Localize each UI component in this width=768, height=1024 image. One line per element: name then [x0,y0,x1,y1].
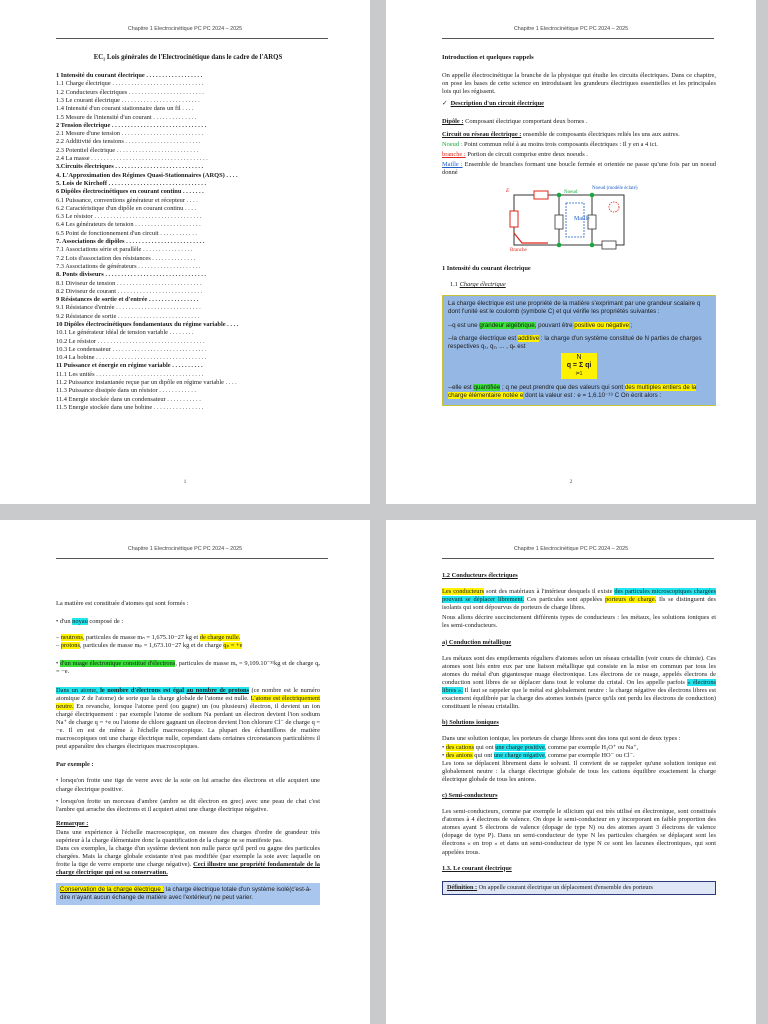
subsection-heading: ✓ Description d'un circuit électrique [442,100,544,108]
toc-leader-dots: . . . . . . . . . . . . . . . . . . . . . . . . . . . . . . . . [103,271,207,279]
page-header: Chapitre 1 Electrocinétique PC PC 2024 – 2025 [127,26,243,32]
def-circuit: Circuit ou réseau électrique : ensemble de composants électriques reliés les uns aux autres. [442,130,680,138]
toc-entry [56,313,320,321]
toc-entry [56,304,320,312]
toc-leader-dots: . . . . . . . . . . . . . . . . . . . . . . . . . . . [115,287,203,295]
toc-leader-dots: . . . . . . . . . . . . . . . . . . . . . . . . . . . . . [110,80,204,88]
toc-entry-text: 2.2 Additivité des tensions [56,138,124,146]
toc-leader-dots: . . . . . . . . . . . . . . . . . . . . . . . . . . . . . . [110,345,207,353]
toc-entry-text: 2.4 La masse [56,155,90,163]
toc-leader-dots: . . . . . . . . . . . . . . . . . . . . . . . . . . . . . . . . . . . [94,354,207,362]
toc-entry [56,321,320,329]
toc-leader-dots: . . . . . . . . . . . . . . . . [147,296,199,304]
toc-entry [56,238,320,246]
sum-formula: N q = Σ qi i=1 [448,353,710,379]
toc-entry-text: 11.5 Energie stockée dans une bobine [56,403,153,411]
toc-entry-text: 8.2 Diviseur de courant [56,287,116,295]
chapter-title: EC₁ Lois générales de l'Electrocinétique dans le cadre de l'ARQS [93,54,283,61]
paragraph: Nous allons décrire succinctement différents types de conducteurs : les métaux, les solutions ioniques et les semi-conducteurs. [442,614,716,630]
toc-leader-dots: . . . . . . . . . . . . . . . . . . . . . . . . [123,138,201,146]
toc-leader-dots: . . . . [224,171,238,179]
toc-leader-dots: . . . . . . . . . . . . . . . . . . . . . . . . . [124,238,205,246]
header-rule [56,558,328,559]
toc-entry [56,205,320,213]
toc-leader-dots: . . . . . . . . . . . . . . . . [141,246,193,254]
page-4 [386,520,756,1024]
toc-entry [56,155,320,163]
paragraph: Les métaux sont des empilements réguliers d'atomes selon un réseau cristallin (voir cours de chimie). Ces atomes sont liés entre eux par une liaison métallique qui consiste en la mise en commun par tous les atomes du métal d'un gigantesque nuage électronique. Les électrons de ce nuage, appelés électrons de conduction sont libres de se déplacer dans tout le volume du cristal. On les appelle parfois « électrons libres ». Il faut se rappeler que le métal est globalement neutre : la charge négative des électrons libres est exactement équilibrée par la charge des atomes ionisés (parce qu'ils ont perdu les électrons de conduction) constituant le réseau cristallin. [442,654,717,711]
toc-entry [56,338,320,346]
box-paragraph: La charge électrique est une propriété de la matière s'exprimant par une grandeur scalaire q dont l'unité est le coulomb (symbole C) et qui vérifie les propriétés suivantes : [448,300,701,316]
toc-entry [56,72,320,80]
toc-entry-text: 2.3 Potentiel électrique [56,146,116,154]
toc-entry-text: 10.4 La bobine [56,354,95,362]
toc-entry [56,396,320,404]
toc-leader-dots: . . . . . . . . . . . . . . . . . . . . . . . . . . . . . . . [107,179,207,187]
toc-entry-text: 1.4 Intensité d'un courant stationnaire dans un fil [56,105,181,113]
toc-entry [56,280,320,288]
paragraph: Les conducteurs sont des matériaux à l'intérieur desquels il existe des particules microscopiques chargées pouvant se déplacer librement. Ces particules sont appelées porteurs de charge. Ils se distinguent des isolants qui sont dépourvus de porteurs de charge libres. [442,588,717,612]
page-header: Chapitre 1 Electrocinétique PC PC 2024 – 2025 [513,26,629,32]
toc-entry-text: 1.1 Charge électrique [56,80,111,88]
toc-entry-text: 7.1 Associations série et parallèle [56,246,142,254]
toc-entry-text: 6.5 Point de fonctionnement d'un circuit [56,229,159,237]
page-1 [0,0,370,504]
toc-entry [56,172,320,180]
paragraph: Dans une expérience à l'échelle macroscopique, on mesure des charges d'ordre de grandeur très supérieur à la charge élémentaire donc la quantification de la charge ne se manifeste pas. [56,828,320,844]
example-heading: Par exemple : [56,761,94,769]
toc-leader-dots: . . . . . . . . . . . . . . . . . . . . [136,262,201,270]
toc-entry-text: 9.2 Résistance de sortie [56,312,117,320]
toc-entry-text: 6.1 Puissance, conventions générateur et récepteur [56,196,186,204]
toc-leader-dots: . . . . [183,204,197,212]
toc-entry [56,329,320,337]
box-paragraph: --elle est quantifiée ; q ne peut prendre que des valeurs qui sont des multiples entiers de la charge élémentaire notée e dont la valeur est : e = 1,6.10⁻¹⁹ C On écrit alors : [448,384,697,400]
toc-entry-text: 4. L'Approximation des Régimes Quasi-Stationnaires (ARQS) [56,171,225,179]
section-heading-1: 1 Intensité du courant électrique [442,265,531,273]
toc-leader-dots: . . . . . . . . . . . . . . . . . . [144,72,203,80]
toc-entry-text: 9 Résistances de sortie et d'entrée [56,296,148,304]
page-number: 1 [183,480,187,485]
paragraph: Dans un atome, le nombre d'électrons est égal au nombre de protons (ce nombre est le numéro atomique Z de l'atome) de sorte que la charge globale de l'atome est nulle. L'atome est électriquement neutre. En revanche, lorsque l'atome perd (ou gagne) un (ou plusieurs) électron, il devient un ion chargé électriquement : par exemple l'atome de sodium Na perdant un électron devient l'ion sodium Na⁺ de charge q = +e ou l'atome de chlore gagnant un électron devient l'ion chlorure Cl⁻ de charge q = −e. Il en est de même à l'échelle macroscopique. La plupart des échantillons de matière macroscopiques ont une charge électrique nulle, cependant dans certaines circonstances particulières il peut apparaître des charges électriques macroscopiques. [56,686,321,751]
toc-leader-dots: . . . . . . . . . . . . . . . . . . . . . . . . . . . . . . . . . . [92,213,202,221]
toc-entry [56,221,320,229]
header-rule [56,38,328,39]
toc-entry-text: 1 Intensité du courant électrique [56,72,145,80]
label-maille: Maille [574,216,590,223]
toc-entry [56,130,320,138]
toc-entry-text: 11.3 Puissance dissipée dans un résistor [56,387,158,395]
toc-leader-dots: . . . . . . . . . . . . [158,229,198,237]
toc-entry [56,246,320,254]
paragraph: Dans ces exemples, la charge d'un système devient non nulle parce qu'il perd ou gagne des particules chargées. Mais la charge globale existante n'est pas modifiée (par exemple la soie avec laquelle on frotte la tige de verre emporte une charge négative). Ceci illustre une propriété fondamentale de la charge électrique qui est sa conservation. [56,845,320,877]
toc-leader-dots: . . . . . . . . . . . . . . . . [152,403,204,411]
remark-heading: Remarque : [56,819,89,827]
toc-entry-text: 10.1 Le générateur idéal de tension variable [56,329,168,337]
toc-entry-text: 2.1 Mesure d'une tension [56,130,120,138]
toc-leader-dots: . . . . . . . . . . . . . . . . . . . . . . . . [127,88,204,96]
def-maille: Maille : Ensemble de branches formant une boucle fermée et orientée ne passe qu'une fois par un noeud donné [442,160,716,176]
paragraph: – protons, particules de masse mₚ = 1,673.10−27 kg et de charge qₚ = +e [56,642,243,650]
label-noeud: Noeud [564,190,578,196]
toc-entry-text: 8. Ponts diviseurs [56,271,104,279]
toc-entry-text: 7.2 Lois d'association des résistances [56,254,151,262]
toc-entry [56,138,320,146]
toc-entry [56,147,320,155]
def-branche: branche : Portion de circuit comprise entre deux noeuds . [442,150,588,158]
toc-entry-text: 10.3 Le condensateur [56,345,111,353]
toc-entry [56,404,320,412]
toc-entry [56,371,320,379]
toc-leader-dots: . . . . . . . . . . . . . . . . . . . . . . . . . . . . . . . . . . [94,370,204,378]
toc-entry-text: 7. Associations de dipôles [56,238,125,246]
toc-entry-text: 1.5 Mesure de l'intensité d'un courant [56,113,152,121]
header-rule [442,38,714,39]
toc-entry [56,197,320,205]
toc-leader-dots: . . . . . . . . . . . . . . [150,254,196,262]
paragraph: • d'un nuage électronique constitué d'électrons, particules de masse mₑ = 9,109.10⁻³¹kg et de charge qₑ = −e. [56,660,320,676]
toc-leader-dots: . . . . . . . . . . . [165,395,201,403]
toc-entry [56,97,320,105]
toc-leader-dots: . . . . . . . [181,188,204,196]
toc-entry [56,105,320,113]
toc-entry [56,387,320,395]
intro-paragraph: On appelle électrocinétique la branche de la physique qui étudie les circuits électriques. Dans ce chapitre, on pose les bases de cette science en introduisant les grandeurs électriques essentielles et les principales lois qui les régissent. [442,72,716,96]
toc-entry-text: 10.2 Le résistor [56,337,96,345]
box-paragraph: --q est une grandeur algébrique, pouvant être positive ou négative ; [448,321,633,329]
toc-leader-dots: . . . . . . . . . . . . [157,387,196,395]
toc-leader-dots: . . . . . . . . . . . . . . . . . . . . . . . . . [119,96,200,104]
circuit-diagram [442,185,716,255]
page-2 [386,0,756,504]
page-number: 2 [569,480,573,485]
paragraph: Les semi-conducteurs, comme par exemple le silicium qui est très utilisé en électronique, sont constitués d'atomes à 4 électrons de valence. On dope le semi-conducteur en y incorporant en faible proportion des atomes ayant 5 électrons de valence (dopage de type N) ou des atomes ayant 3 électrons de valence (dopage de type P). Dans un semi-conducteur de type N les particules chargées se déplaçant sont les électrons « en trop » et dans un semi-conducteur de type N ce sont les lacunes électroniques, qui sont appelées trous. [442,808,716,856]
toc-entry [56,263,320,271]
charge-properties-box [442,295,716,405]
toc-entry [56,122,320,130]
toc-entry [56,354,320,362]
toc-entry [56,114,320,122]
label-noeud-eclate: Noeud (modèle éclaté) [592,186,638,192]
label-branche: Branche [510,248,527,254]
label-e: E [506,188,510,195]
header-rule [442,558,714,559]
paragraph: • lorsqu'on frotte un morceau d'ambre (ambre se dit électron en grec) avec une peau de chat c'est l'ambre qui arrache des électrons et il acquiert ainsi une charge électrique négative. [56,797,320,813]
toc-entry [56,80,320,88]
toc-entry-text: 7.3 Associations de générateurs [56,262,137,270]
toc-entry [56,379,320,387]
conservation-box: Conservation de la charge électrique : la charge électrique totale d'un système isolé(c'est-à-dire n'ayant aucun échange de matière avec l'extérieur) ne peut varier. [56,883,320,905]
list-item: • des cations qui ont une charge positive, comme par exemple H₃O⁺ ou Na⁺, [442,743,639,751]
toc-leader-dots: . . . . . . . . . . . . . . . . . . . . . . . . . . [115,146,199,154]
toc-entry [56,271,320,279]
toc-entry [56,188,320,196]
toc-entry-text: 11.4 Energie stockée dans un condensateur [56,395,166,403]
heading-c: c) Semi-conducteurs [442,791,498,799]
toc-entry-text: 11 Puissance et énergie en régime variable [56,362,171,370]
paragraph: – neutrons, particules de masse mₙ = 1,675.10−27 kg et de charge nulle. [56,634,241,642]
page-header: Chapitre 1 Electrocinétique PC PC 2024 – 2025 [127,546,243,552]
toc-leader-dots: . . . . . . . . . . [170,362,203,370]
toc-leader-dots: . . . . . . . . . . . . . . . . . . . . . . . . . . . . . . . . . . . . . [89,155,208,163]
box-paragraph: --la charge électrique est additive : la charge d'un système constitué de N parties de charges respectives q₁, q₂, ... , qₙ est [448,334,702,351]
toc-entry-text: 11.1 Les unités [56,370,95,378]
page-header: Chapitre 1 Electrocinétique PC PC 2024 – 2025 [513,546,629,552]
toc-leader-dots: . . . . . . . . . . . . . . . . . . . . . . . . . . [116,312,200,320]
paragraph: Dans une solution ionique, les porteurs de charge libres sont des ions qui sont de deux types : [442,735,681,743]
toc-entry-text: 11.2 Puissance instantanée reçue par un dipôle en régime variable [56,379,224,387]
list-item: • des anions qui ont une charge négative, comme par exemple HO⁻ ou Cl⁻. [442,751,635,759]
toc-entry-text: 10 Dipôles électrocinétiques fondamentaux du régime variable [56,321,226,328]
toc-entry-text: 6.3 Le résistor [56,213,93,221]
toc-entry-text: 5. Lois de Kirchoff [56,179,108,187]
toc-leader-dots: . . . . [225,321,239,328]
toc-leader-dots: . . . . [180,105,194,113]
toc-leader-dots: . . . . . . . . . . . . . . [151,113,197,121]
toc-leader-dots: . . . . . . . . . . . . . . . . . . . . . . . . . . . . . . . . . . [95,337,205,345]
heading-a: a) Conduction métallique [442,638,512,646]
toc-entry-text: 6 Dipôles électrocinétiques en courant continu [56,188,182,196]
toc-entry-text: 1.3 Le courant électrique [56,96,120,104]
toc-entry [56,180,320,188]
page-3 [0,520,370,1024]
section-heading-1-2: 1.2 Conducteurs électriques [442,572,518,579]
toc-entry-text: 8.1 Diviseur de tension [56,279,116,287]
paragraph: • d'un noyau composé de : [56,618,124,626]
paragraph: La matière est constituée d'atomes qui sont formés : [56,600,189,607]
toc-entry [56,213,320,221]
toc-entry [56,230,320,238]
toc-entry-text: 9.1 Résistance d'entrée [56,304,115,312]
toc-leader-dots: . . . . . . . . . . . . . . . . . . . . . . . . . . . [114,304,201,312]
paragraph: • lorsqu'on frotte une tige de verre avec de la soie on lui arrache des électrons et elle acquiert une charge électrique positive. [56,777,320,793]
toc-leader-dots: . . . . . . . . [167,329,194,337]
paragraph: Les ions se déplacent librement dans le solvant. Il convient de se rappeler qu'une solution ionique est globalement neutre : la charge électrique globale de tous les cations équilibre exactement la charge électrique globale de tous les anions. [442,759,716,783]
toc-entry [56,163,320,171]
toc-entry [56,362,320,370]
toc-entry [56,296,320,304]
subsection-1-1: 1.1 Charge électrique [450,281,506,289]
def-dipole: Dipôle : Composant électrique comportant deux bornes . [442,118,588,126]
toc-leader-dots: . . . . . . . . . . . . . . . . . . . . . . . . . . [119,130,204,138]
heading-b: b) Solutions ioniques [442,719,499,727]
toc-leader-dots: . . . . [224,379,237,387]
definition-box: Définition : On appelle courant électrique un déplacement d'ensemble des porteurs [442,881,716,895]
toc-leader-dots: . . . . . . . . . . . . . . . . . . . . . [133,221,201,229]
toc-entry [56,89,320,97]
check-icon: ✓ [442,100,448,108]
toc-entry-text: 3.Circuits électriques [56,163,114,171]
toc-entry-text: 2 Tension électrique [56,121,111,129]
toc-entry [56,346,320,354]
toc-leader-dots: . . . . . . . . . . . . . . . . . . . . . . . . . . . [115,279,202,287]
toc-entry-text: 6.4 Les générateurs de tension [56,221,134,229]
toc-leader-dots: . . . . . . . . . . . . . . . . . . . . . . . . . . . . . . [110,121,207,129]
toc-entry-text: 1.2 Conducteurs électriques [56,88,128,96]
toc-leader-dots: . . . . [185,196,198,204]
def-noeud: Noeud : Point commun relié à au moins trois composants électriques : Il y en a 4 ici. [442,140,658,148]
section-heading-1-3: 1.3. Le courant électrique [442,864,512,872]
section-title: Introduction et quelques rappels [442,54,534,61]
toc-entry [56,255,320,263]
toc-entry-text: 6.2 Caractéristique d'un dipôle en courant continu [56,204,184,212]
toc-leader-dots: . . . . . . . . . . . . . . . . . . . . . . . . . . . . [113,163,204,171]
toc-entry [56,288,320,296]
table-of-contents [56,72,320,412]
